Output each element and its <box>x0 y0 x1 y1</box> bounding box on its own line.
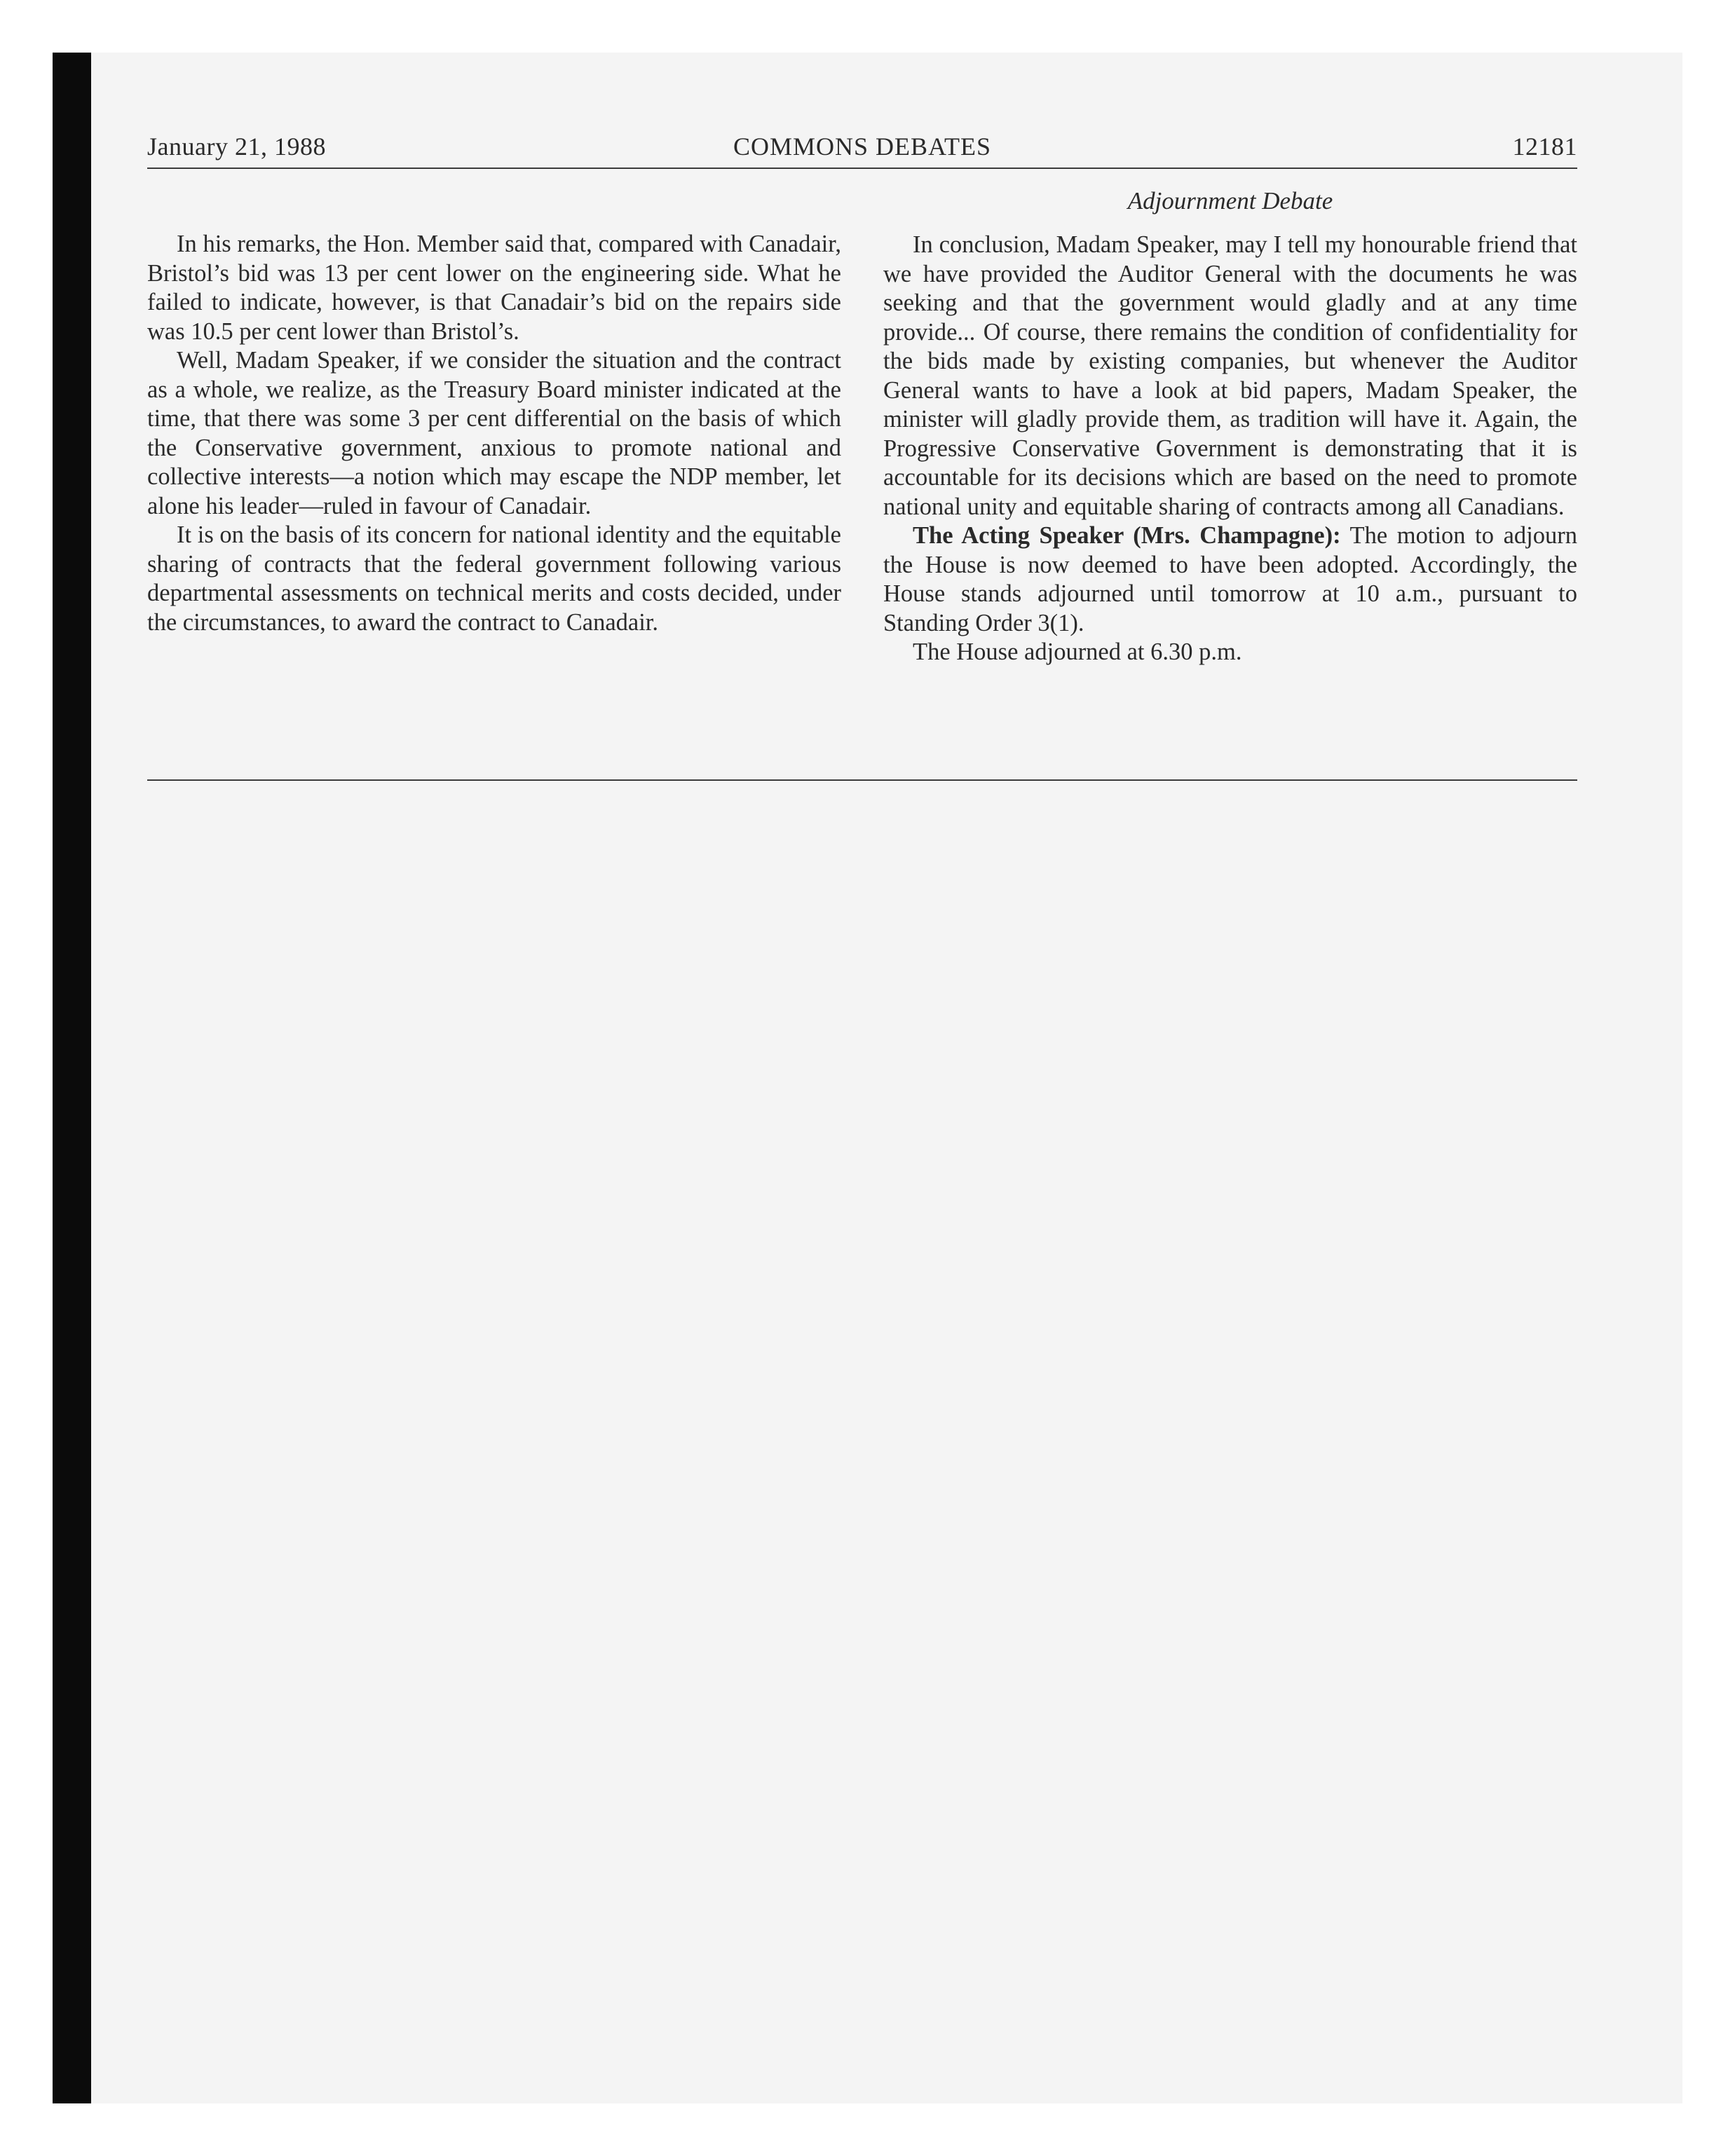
right-column <box>883 186 1577 667</box>
left-paragraph-3: It is on the basis of its concern for national identity and the equitable sharing of contracts that the federal government following various departmental assessments on technical merits and costs decided, under the circumstances, to award the contract to Canadair. <box>147 521 841 636</box>
end-rule <box>147 779 1577 781</box>
header-date: January 21, 1988 <box>147 132 326 161</box>
left-paragraph-2: Well, Madam Speaker, if we consider the situation and the contract as a whole, we realize, as the Treasury Board minister indicated at the time, that there was some 3 per cent differential on the basis of which the Conservative government, anxious to promote national and collective interests—a notion which may escape the NDP member, let alone his leader—ruled in favour of Canadair. <box>147 347 841 519</box>
document-page <box>147 0 1577 2156</box>
speaker-name: The Acting Speaker (Mrs. Champagne): <box>913 522 1341 549</box>
left-paragraph-1: In his remarks, the Hon. Member said that, compared with Canadair, Bristol’s bid was 13 per cent lower on the engineering side. What he failed to indicate, however, is that Canadair’s bid on the repairs side was 10.5 per cent lower than Bristol’s. <box>147 231 841 345</box>
running-header <box>147 132 1577 167</box>
header-rule <box>147 168 1577 169</box>
header-publication: COMMONS DEBATES <box>733 132 992 161</box>
left-column <box>147 230 841 637</box>
binding-edge <box>53 53 91 2103</box>
right-paragraph-1: In conclusion, Madam Speaker, may I tell my honourable friend that we have provided the Auditor General with the documents he was seeking and that the government would gladly and at any time provide... Of course, there remains the condition of confidentiality for the bids made by existing companies, but whenever the Auditor General wants to have a look at bid papers, Madam Speaker, the minister will gladly provide them, as tradition will have it. Again, the Progressive Conservative Government is demonstrating that it is accountable for its decisions which are based on the need to promote national unity and equitable sharing of contracts among all Canadians. <box>883 231 1577 520</box>
closing-line: The House adjourned at 6.30 p.m. <box>913 639 1242 665</box>
header-page-number: 12181 <box>1512 132 1577 161</box>
speaker-paragraph <box>883 521 1577 638</box>
speaker-text: The motion to adjourn the House is now deemed to have been adopted. Accordingly, the House stands adjourned until tomorrow at 10 a.m., pursuant to Standing Order 3(1). <box>883 522 1577 636</box>
section-heading: Adjournment Debate <box>1127 187 1333 214</box>
